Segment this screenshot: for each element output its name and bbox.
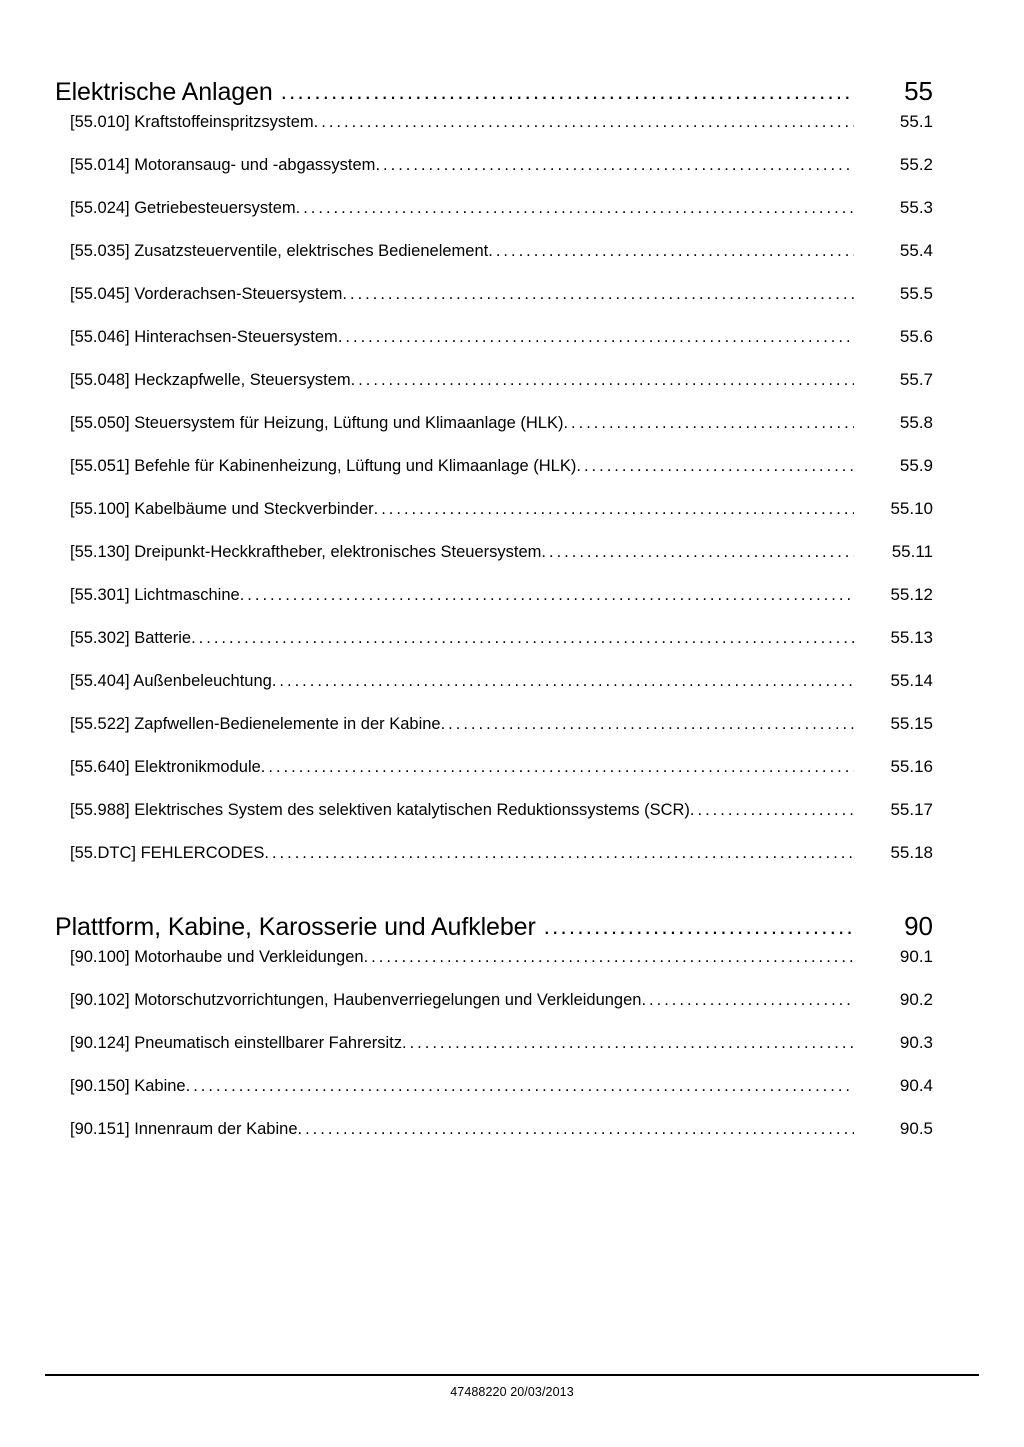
entry-title: [55.DTC] FEHLERCODES: [70, 844, 265, 862]
toc-entry[interactable]: [55, 543, 933, 586]
section-page-number: 55: [904, 76, 933, 106]
toc-entry[interactable]: [55, 629, 933, 672]
entry-page-number: 90.5: [899, 1119, 933, 1138]
toc-entry[interactable]: [55, 1034, 933, 1077]
section-title: Elektrische Anlagen: [55, 78, 273, 106]
dot-leader: [261, 759, 854, 776]
toc-entry[interactable]: [55, 1120, 933, 1163]
entry-title: [55.100] Kabelbäume und Steckverbinder: [70, 500, 374, 518]
toc-entry[interactable]: [55, 1077, 933, 1120]
toc-entry[interactable]: [55, 715, 933, 758]
entry-page-number: 55.9: [899, 456, 933, 475]
toc-entry[interactable]: [55, 371, 933, 414]
dot-leader: [296, 200, 854, 217]
entry-page-number: 90.1: [899, 947, 933, 966]
toc-entry[interactable]: [55, 285, 933, 328]
dot-leader: [690, 802, 854, 819]
toc-entry[interactable]: [55, 948, 933, 991]
section-title: Plattform, Kabine, Karosserie und Aufkleber: [55, 913, 536, 941]
dot-leader: [186, 1078, 854, 1095]
entry-title: [55.046] Hinterachsen-Steuersystem: [70, 328, 338, 346]
entry-page-number: 55.13: [890, 628, 933, 647]
entry-page-number: 55.14: [890, 671, 933, 690]
entry-page-number: 90.2: [899, 990, 933, 1009]
toc-entry[interactable]: [55, 672, 933, 715]
dot-leader: [364, 949, 854, 966]
entry-page-number: 55.17: [890, 800, 933, 819]
toc-entry[interactable]: [55, 199, 933, 242]
dot-leader: [641, 992, 854, 1009]
entry-page-number: 55.2: [899, 155, 933, 174]
dot-leader: [576, 458, 854, 475]
entry-page-number: 55.3: [899, 198, 933, 217]
toc-entry[interactable]: [55, 500, 933, 543]
dot-leader: [338, 329, 854, 346]
page-footer: [45, 1374, 979, 1399]
dot-leader: [272, 673, 854, 690]
entry-title: [90.151] Innenraum der Kabine: [70, 1120, 298, 1138]
entry-title: [90.150] Kabine: [70, 1077, 186, 1095]
entry-page-number: 90.4: [899, 1076, 933, 1095]
entry-page-number: 55.4: [899, 241, 933, 260]
dot-leader: [488, 243, 854, 260]
entry-title: [55.130] Dreipunkt-Heckkraftheber, elektronisches Steuersystem: [70, 543, 542, 561]
toc-section-header[interactable]: [55, 78, 933, 105]
dot-leader: [441, 716, 854, 733]
dot-leader: [314, 114, 854, 131]
dot-leader: [298, 1121, 855, 1138]
entry-title: [55.045] Vorderachsen-Steuersystem: [70, 285, 343, 303]
entry-title: [90.102] Motorschutzvorrichtungen, Haubenverriegelungen und Verkleidungen: [70, 991, 642, 1009]
dot-leader: [544, 916, 853, 938]
entry-title: [55.048] Heckzapfwelle, Steuersystem: [70, 371, 351, 389]
dot-leader: [541, 544, 854, 561]
toc-entry[interactable]: [55, 758, 933, 801]
entry-title: [55.035] Zusatzsteuerventile, elektrisches Bedienelement: [70, 242, 489, 260]
toc-entry[interactable]: [55, 457, 933, 500]
entry-title: [55.302] Batterie: [70, 629, 192, 647]
toc-entry[interactable]: [55, 586, 933, 629]
entry-title: [55.010] Kraftstoffeinspritzsystem: [70, 113, 314, 131]
entry-page-number: 55.18: [890, 843, 933, 862]
dot-leader: [374, 501, 854, 518]
entry-title: [55.024] Getriebesteuersystem: [70, 199, 296, 217]
toc-section-header[interactable]: [55, 913, 933, 940]
entry-title: [55.014] Motoransaug- und -abgassystem: [70, 156, 376, 174]
toc-entry[interactable]: [55, 844, 933, 887]
footer-text: 47488220 20/03/2013: [450, 1385, 574, 1399]
dot-leader: [375, 157, 854, 174]
entry-page-number: 55.5: [899, 284, 933, 303]
entry-page-number: 55.10: [890, 499, 933, 518]
entry-page-number: 55.15: [890, 714, 933, 733]
toc-entry[interactable]: [55, 242, 933, 285]
entry-page-number: 55.8: [899, 413, 933, 432]
footer-divider: [45, 1374, 979, 1376]
entry-title: [55.522] Zapfwellen-Bedienelemente in der Kabine: [70, 715, 441, 733]
entry-title: [55.301] Lichtmaschine: [70, 586, 240, 604]
dot-leader: [264, 845, 854, 862]
section-page-number: 90: [904, 911, 933, 941]
entry-page-number: 55.1: [899, 112, 933, 131]
entry-title: [55.050] Steuersystem für Heizung, Lüftung und Klimaanlage (HLK): [70, 414, 564, 432]
dot-leader: [351, 372, 854, 389]
toc-entry[interactable]: [55, 991, 933, 1034]
entry-page-number: 55.12: [890, 585, 933, 604]
dot-leader: [402, 1035, 854, 1052]
entry-page-number: 55.7: [899, 370, 933, 389]
dot-leader: [342, 286, 854, 303]
toc-entry[interactable]: [55, 801, 933, 844]
dot-leader: [240, 587, 854, 604]
entry-page-number: 55.6: [899, 327, 933, 346]
toc-entry[interactable]: [55, 113, 933, 156]
entry-title: [90.100] Motorhaube und Verkleidungen: [70, 948, 364, 966]
entry-page-number: 90.3: [899, 1033, 933, 1052]
entry-page-number: 55.11: [891, 542, 933, 561]
dot-leader: [563, 415, 854, 432]
entry-title: [55.640] Elektronikmodule: [70, 758, 261, 776]
dot-leader: [191, 630, 854, 647]
table-of-contents: [55, 78, 933, 1163]
toc-entry[interactable]: [55, 156, 933, 199]
entry-title: [55.404] Außenbeleuchtung: [70, 672, 272, 690]
entry-title: [55.988] Elektrisches System des selektiven katalytischen Reduktionssystems (SCR): [70, 801, 690, 819]
toc-entry[interactable]: [55, 328, 933, 371]
dot-leader: [281, 81, 853, 103]
toc-entry[interactable]: [55, 414, 933, 457]
entry-title: [90.124] Pneumatisch einstellbarer Fahrersitz: [70, 1034, 402, 1052]
entry-title: [55.051] Befehle für Kabinenheizung, Lüftung und Klimaanlage (HLK): [70, 457, 577, 475]
entry-page-number: 55.16: [890, 757, 933, 776]
